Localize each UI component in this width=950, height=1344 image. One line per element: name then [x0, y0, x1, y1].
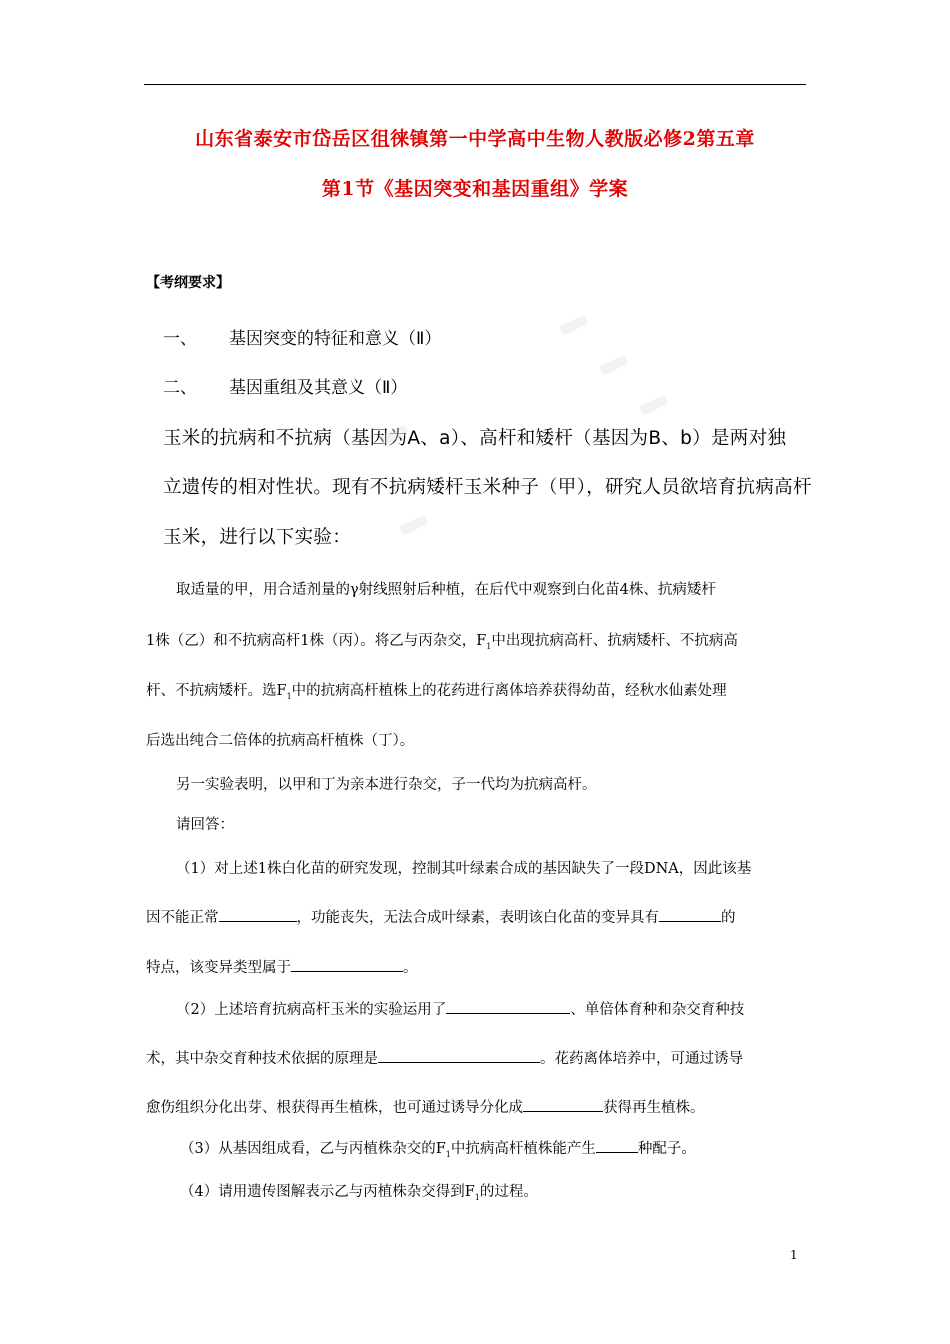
text-run: 、单倍体育种和杂交育种技 — [570, 1002, 745, 1018]
text-run: 特点，该变异类型属于 — [146, 960, 291, 976]
answer-blank[interactable] — [596, 1138, 638, 1154]
watermark-mark — [599, 355, 629, 376]
text-run: 中的抗病高杆植株上的花药进行离体培养获得幼苗，经秋水仙素处理 — [291, 683, 727, 699]
answer-blank[interactable] — [378, 1048, 540, 1064]
answer-prompt: 请回答： — [176, 817, 234, 833]
text-run: （4）请用遗传图解表示乙与丙植株杂交得到F — [180, 1184, 475, 1200]
requirement-number: 二、 — [163, 378, 197, 398]
question-1-line-3 — [146, 956, 418, 977]
watermark-mark — [399, 515, 429, 536]
watermark-mark — [639, 395, 669, 416]
subscript: 1 — [486, 641, 492, 651]
intro-line-2: 立遗传的相对性状。现有不抗病矮杆玉米种子（甲），研究人员欲培育抗病高杆 — [163, 477, 812, 498]
document-title-line-1: 山东省泰安市岱岳区徂徕镇第一中学高中生物人教版必修2第五章 — [195, 128, 755, 150]
answer-blank[interactable] — [523, 1097, 603, 1113]
text-run: ，功能丧失，无法合成叶绿素，表明该白化苗的变异具有 — [296, 910, 659, 926]
document-title-line-2: 第1节《基因突变和基因重组》学案 — [321, 178, 629, 200]
text-run: 1株（乙）和不抗病高杆1株（丙）。将乙与丙杂交，F — [146, 633, 487, 649]
requirement-number: 一、 — [163, 329, 197, 349]
paragraph-line — [146, 679, 727, 701]
section-heading: 【考纲要求】 — [146, 275, 230, 291]
page-number: 1 — [790, 1248, 798, 1262]
answer-blank[interactable] — [291, 957, 403, 973]
text-run: 中出现抗病高杆、抗病矮杆、不抗病高 — [491, 633, 738, 649]
question-1-line-1: （1）对上述1株白化苗的研究发现，控制其叶绿素合成的基因缺失了一段DNA，因此该基 — [176, 861, 752, 877]
text-run: 中抗病高杆植株能产生 — [450, 1141, 596, 1157]
paragraph-line — [146, 629, 738, 651]
question-3 — [180, 1137, 696, 1159]
question-2-line-2 — [146, 1047, 743, 1068]
top-rule — [144, 84, 806, 85]
text-run: 。花药离体培养中，可通过诱导 — [540, 1051, 743, 1067]
text-run: 的 — [721, 910, 736, 926]
question-4 — [180, 1180, 538, 1202]
paragraph-2: 另一实验表明，以甲和丁为亲本进行杂交，子一代均为抗病高杆。 — [176, 777, 597, 793]
subscript: 1 — [286, 691, 292, 701]
intro-line-1: 玉米的抗病和不抗病（基因为A、a）、高杆和矮杆（基因为B、b）是两对独 — [163, 428, 787, 449]
text-run: 因不能正常 — [146, 910, 219, 926]
text-run: 。 — [403, 960, 418, 976]
intro-line-3: 玉米，进行以下实验： — [163, 527, 352, 548]
requirement-text: 基因突变的特征和意义（Ⅱ） — [229, 329, 442, 349]
answer-blank[interactable] — [659, 907, 721, 923]
text-run: 杆、不抗病矮杆。选F — [146, 683, 287, 699]
text-run: 的过程。 — [479, 1184, 538, 1200]
text-run: 愈伤组织分化出芽、根获得再生植株，也可通过诱导分化成 — [146, 1100, 523, 1116]
question-1-line-2 — [146, 906, 736, 927]
question-2-line-3 — [146, 1096, 705, 1117]
text-run: （2）上述培育抗病高杆玉米的实验运用了 — [176, 1002, 447, 1018]
text-run: 术，其中杂交育种技术依据的原理是 — [146, 1051, 378, 1067]
watermark-mark — [559, 315, 589, 336]
answer-blank[interactable] — [219, 907, 297, 923]
requirement-text: 基因重组及其意义（Ⅱ） — [229, 378, 408, 398]
text-run: 种配子。 — [637, 1141, 696, 1157]
text-run: （3）从基因组成看，乙与丙植株杂交的F — [180, 1141, 446, 1157]
subscript: 1 — [474, 1192, 480, 1202]
answer-blank[interactable] — [446, 999, 570, 1015]
paragraph-line: 取适量的甲，用合适剂量的γ射线照射后种植，在后代中观察到白化苗4株、抗病矮杆 — [176, 582, 716, 598]
subscript: 1 — [445, 1149, 451, 1159]
text-run: 获得再生植株。 — [603, 1100, 705, 1116]
paragraph-line: 后选出纯合二倍体的抗病高杆植株（丁）。 — [146, 733, 415, 749]
question-2-line-1 — [176, 998, 744, 1019]
